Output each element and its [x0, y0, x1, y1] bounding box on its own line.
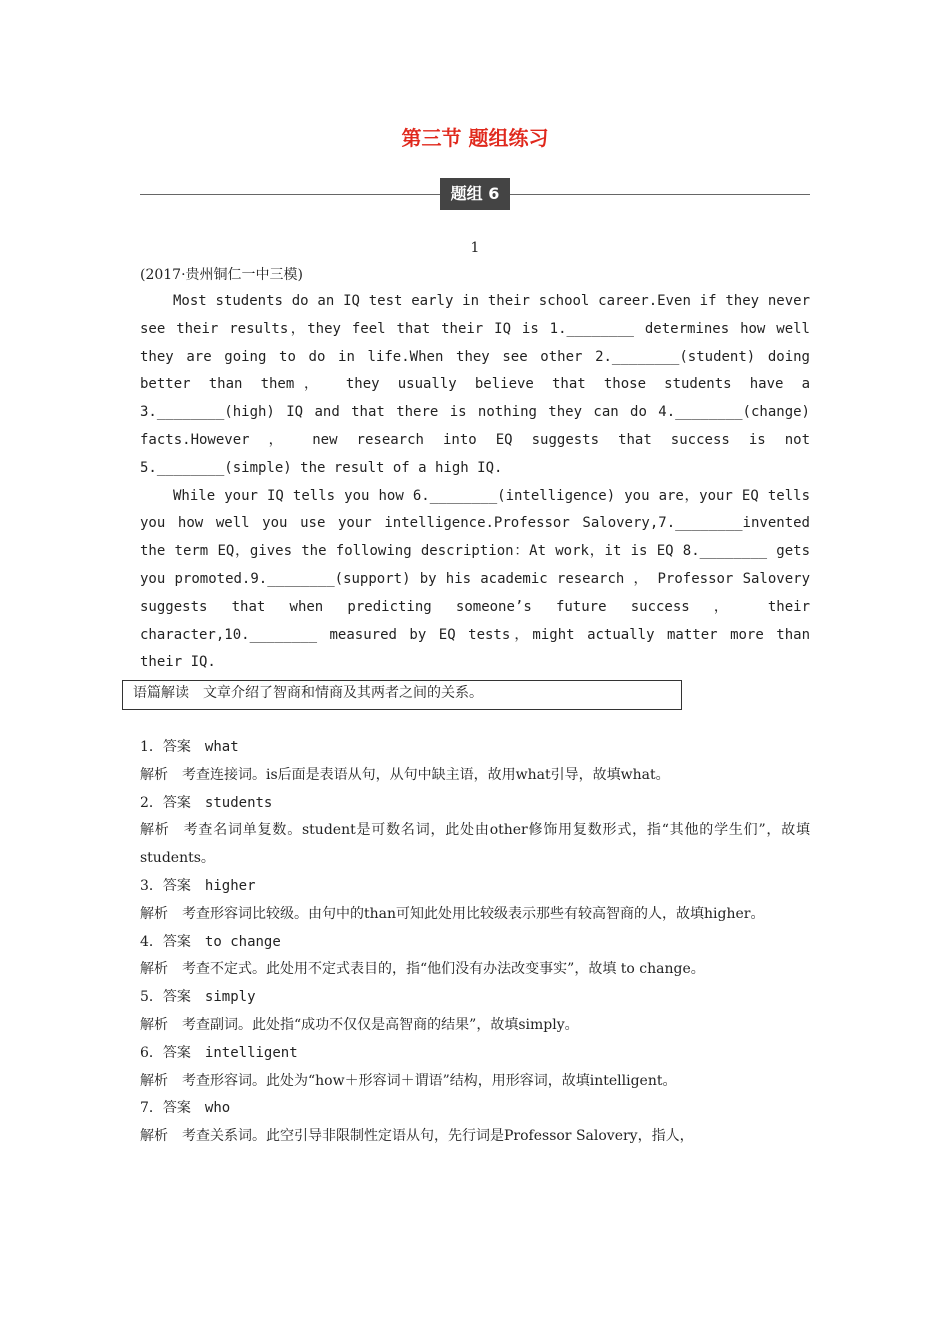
analysis-text: 考查形容词比较级。由句中的than可知此处用比较级表示那些有较高智商的人，故填higher。: [182, 905, 765, 922]
answer-row: 3．答案 higher: [140, 877, 256, 894]
passage: [140, 288, 810, 677]
analysis-row: 解析 考查关系词。此空引导非限制性定语从句，先行词是Professor Salovery，指人，: [140, 1128, 694, 1145]
answer-row: 4．答案 to change: [140, 933, 281, 950]
answer-list: [140, 734, 810, 1151]
analysis-text: 考查连接词。is后面是表语从句，从句中缺主语，故用what引导，故填what。: [182, 766, 670, 783]
analysis-text: 考查副词。此处指“成功不仅仅是高智商的结果”，故填simply。: [182, 1016, 579, 1033]
answer-row: 1．答案 what: [140, 739, 239, 755]
reading-summary-label: 语篇解读: [133, 685, 189, 701]
group-badge: 题组 6: [440, 178, 510, 210]
analysis-text: 考查名词单复数。student是可数名词，此处由other修饰用复数形式，指“其他的学生们”，故填students。: [140, 822, 811, 867]
reading-summary-box: [122, 680, 682, 710]
question-source: (2017·贵州铜仁一中三模): [140, 267, 304, 283]
answer-row: 5．答案 simply: [140, 989, 256, 1006]
answer-row: 2．答案 students: [140, 794, 273, 811]
analysis-row: 解析 考查形容词。此处为“how＋形容词＋谓语”结构，用形容词，故填intelligent。: [140, 1072, 677, 1089]
question-number: 1: [470, 240, 480, 256]
reading-summary-text: 文章介绍了智商和情商及其两者之间的关系。: [203, 685, 483, 701]
answer-row: 6．答案 intelligent: [140, 1044, 298, 1061]
analysis-text: 考查关系词。此空引导非限制性定语从句，先行词是Professor Salovery，指人，: [182, 1128, 694, 1145]
answer-value: what: [204, 739, 239, 755]
passage-paragraph: Most students do an IQ test early in their school career.Even if they never see their results，they feel that their IQ is 1.________ determines how well they are going to do in life.When they see other 2.________(student) doing better than them， they usually believe that those students have a 3.________(high) IQ and that there is nothing they can do 4.________(change) facts.However ， new research into EQ suggests that success is not 5.________(simple) the result of a high IQ.: [140, 293, 810, 476]
analysis-text: 考查形容词。此处为“how＋形容词＋谓语”结构，用形容词，故填intelligent。: [182, 1072, 677, 1089]
answer-value: students: [204, 794, 273, 811]
analysis-text: 考查不定式。此处用不定式表目的，指“他们没有办法改变事实”，故填 to change。: [182, 961, 705, 978]
answer-value: higher: [204, 877, 256, 894]
passage-paragraph: While your IQ tells you how 6.________(intelligence) you are，your EQ tells you how well you use your intelligence.Professor Salovery,7.________invented the term EQ，gives the following description：At work，it is EQ 8.________ gets you promoted.9.________(support) by his academic research ， Professor Salovery suggests that when predicting someone’s future success ， their character,10.________ measured by EQ tests，might actually matter more than their IQ.: [140, 487, 810, 671]
answer-value: intelligent: [204, 1044, 298, 1061]
answer-row: 7．答案 who: [140, 1100, 231, 1117]
answer-value: who: [204, 1100, 231, 1117]
analysis-row: 解析 考查名词单复数。student是可数名词，此处由other修饰用复数形式，指“其他的学生们”，故填students。: [140, 822, 811, 867]
analysis-row: 解析 考查不定式。此处用不定式表目的，指“他们没有办法改变事实”，故填 to change。: [140, 961, 705, 978]
analysis-row: 解析 考查连接词。is后面是表语从句，从句中缺主语，故用what引导，故填what。: [140, 766, 670, 783]
analysis-row: 解析 考查副词。此处指“成功不仅仅是高智商的结果”，故填simply。: [140, 1016, 579, 1033]
answer-value: simply: [204, 989, 256, 1006]
section-title: 第三节 题组练习: [401, 126, 549, 150]
analysis-row: 解析 考查形容词比较级。由句中的than可知此处用比较级表示那些有较高智商的人，故填higher。: [140, 905, 765, 922]
answer-value: to change: [204, 933, 281, 950]
